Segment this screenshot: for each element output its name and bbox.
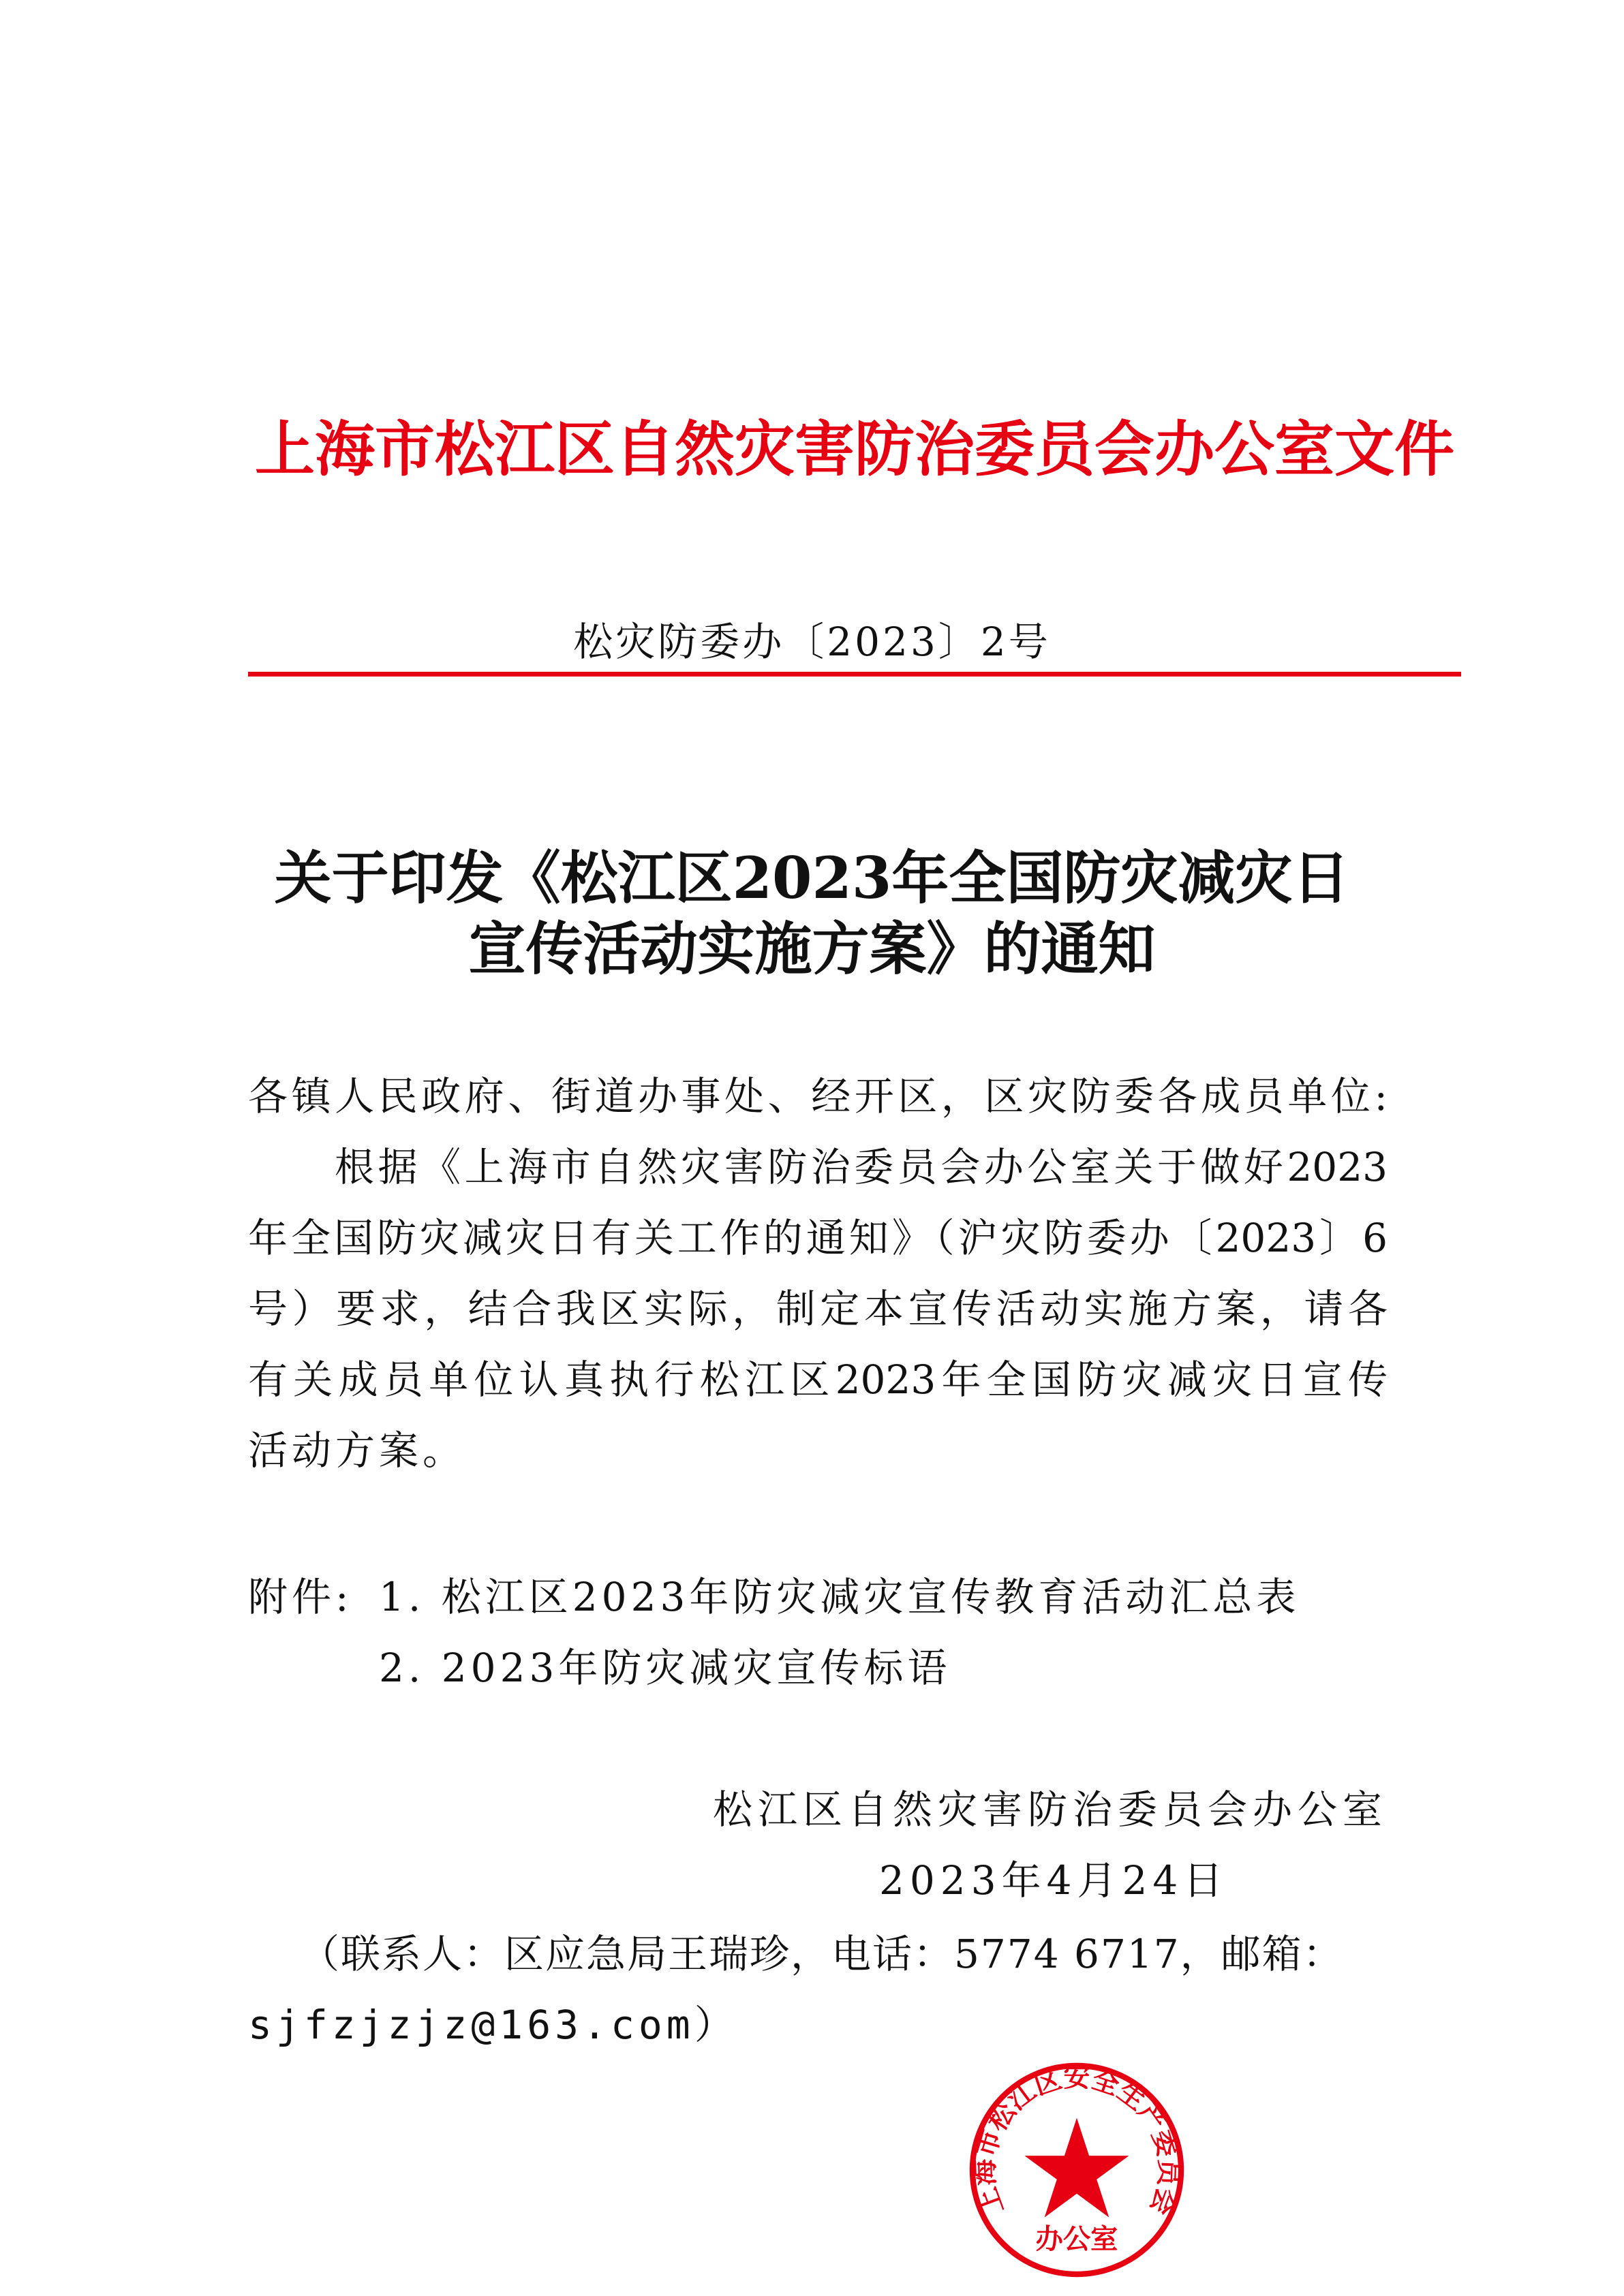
- seal-arc-text: 上海市松江区安全生产委员会: [969, 2062, 1184, 2219]
- header-divider: [248, 672, 1461, 677]
- contact-line: （联系人：区应急局王瑞珍，电话：5774 6717，邮箱：: [300, 1931, 1344, 1977]
- seal-bottom-text: 办公室: [1035, 2222, 1118, 2255]
- body-line: 活动方案。: [248, 1427, 467, 1474]
- official-seal: [968, 2061, 1186, 2279]
- body-line: 年全国防灾减灾日有关工作的通知》（沪灾防委办〔2023〕6: [248, 1215, 1388, 1261]
- attachments-label: 附件:: [248, 1574, 353, 1620]
- contact-email[interactable]: sjfzjzjz@163.com）: [248, 2002, 738, 2048]
- document-heading-line1: 关于印发《松江区2023年全国防灾减灾日: [274, 844, 1350, 912]
- signature-org: 松江区自然灾害防治委员会办公室: [712, 1786, 1388, 1833]
- body-line: 号）要求，结合我区实际，制定本宣传活动实施方案，请各: [248, 1286, 1388, 1332]
- document-number: 松灾防委办〔2023〕2号: [573, 619, 1051, 665]
- attachment-item[interactable]: 1. 松江区2023年防灾减灾宣传教育活动汇总表: [379, 1574, 1300, 1620]
- star-icon: [1024, 2117, 1129, 2217]
- body-line: 有关成员单位认真执行松江区2023年全国防灾减灾日宣传: [248, 1356, 1388, 1403]
- body-line: 根据《上海市自然灾害防治委员会办公室关于做好2023: [248, 1144, 1388, 1190]
- signature-date: 2023年4月24日: [879, 1857, 1229, 1904]
- document-header-title: 上海市松江区自然灾害防治委员会办公室文件: [254, 414, 1454, 484]
- attachment-item[interactable]: 2. 2023年防灾减灾宣传标语: [379, 1645, 951, 1691]
- document-heading-line2: 宣传活动实施方案》的通知: [468, 915, 1156, 982]
- addressee: 各镇人民政府、街道办事处、经开区，区灾防委各成员单位:: [248, 1073, 1388, 1119]
